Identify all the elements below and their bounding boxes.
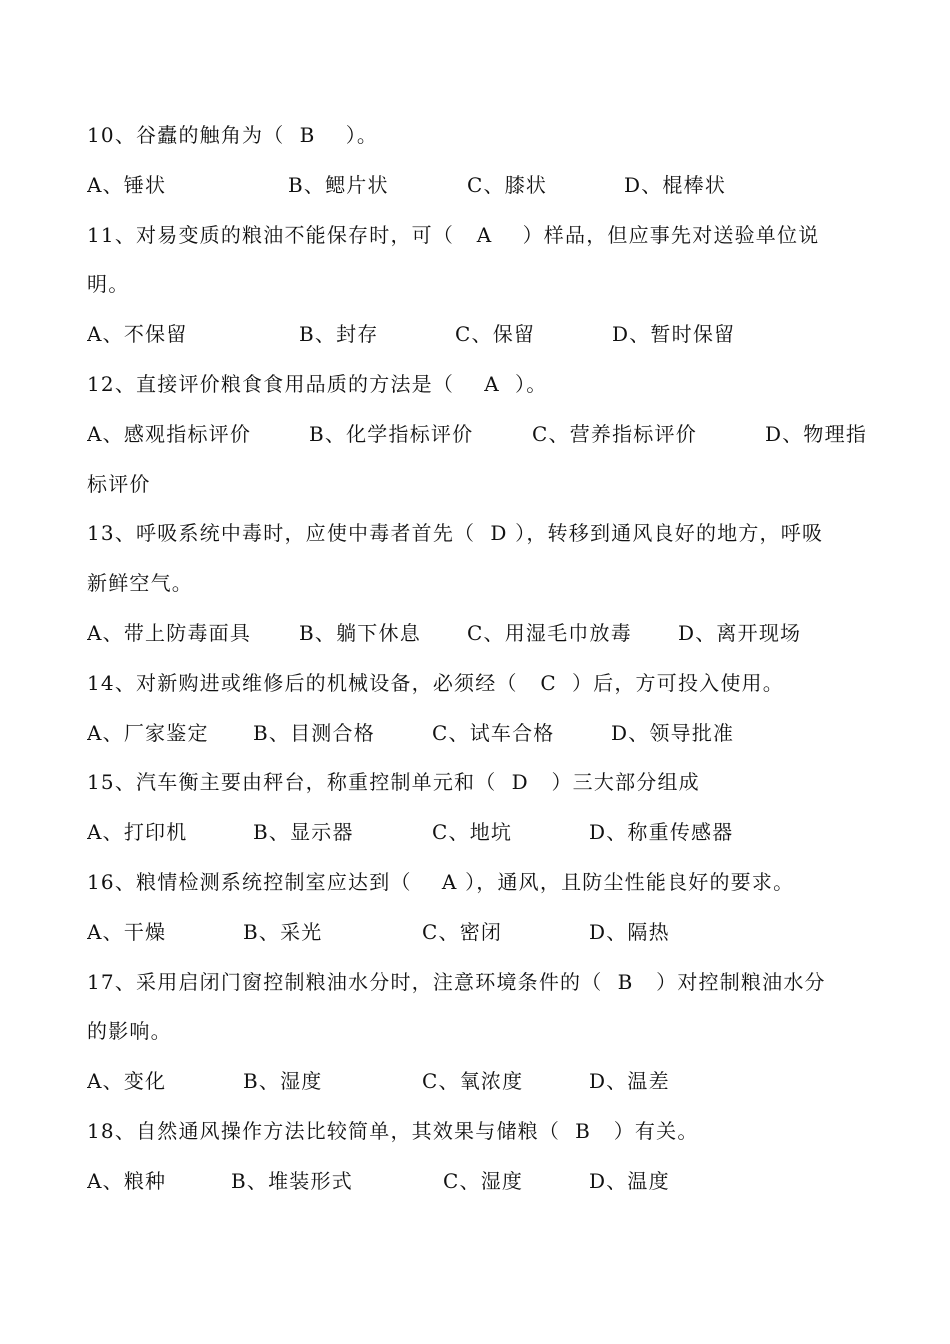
option-b: B、目测合格 <box>253 720 375 745</box>
option-a: A、不保留 <box>87 322 188 347</box>
options-14 <box>87 709 872 759</box>
question-12: 12、直接评价粮食食用品质的方法是（ A ）。 <box>87 371 548 396</box>
options-12-cont: 标评价 <box>87 471 151 496</box>
option-c: C、保留 <box>455 322 536 347</box>
option-d: D、物理指 <box>765 421 868 446</box>
option-b: B、采光 <box>243 919 323 944</box>
question-17: 17、采用启闭门窗控制粮油水分时，注意环境条件的（ B ）对控制粮油水分 <box>87 969 826 994</box>
option-c: C、湿度 <box>443 1168 524 1193</box>
question-11-cont: 明。 <box>87 272 130 297</box>
option-a: A、粮种 <box>87 1168 167 1193</box>
option-c: C、试车合格 <box>432 720 555 745</box>
question-15: 15、汽车衡主要由秤台，称重控制单元和（ D ）三大部分组成 <box>87 770 700 795</box>
options-11 <box>87 310 872 360</box>
question-13-cont: 新鲜空气。 <box>87 571 193 596</box>
option-d: D、棍棒状 <box>624 172 727 197</box>
option-d: D、离开现场 <box>678 620 802 645</box>
options-13 <box>87 609 872 659</box>
options-16 <box>87 908 872 958</box>
option-b: B、躺下休息 <box>299 620 421 645</box>
option-b: B、显示器 <box>253 820 354 845</box>
option-a: A、带上防毒面具 <box>87 620 252 645</box>
option-d: D、隔热 <box>589 919 670 944</box>
options-17 <box>87 1057 872 1107</box>
option-a: A、干燥 <box>87 919 167 944</box>
options-15 <box>87 808 872 858</box>
option-a: A、打印机 <box>87 820 188 845</box>
option-c: C、用湿毛巾放毒 <box>467 620 632 645</box>
question-11: 11、对易变质的粮油不能保存时，可（ A ）样品，但应事先对送验单位说 <box>87 222 820 247</box>
option-d: D、称重传感器 <box>589 820 734 845</box>
option-c: C、地坑 <box>432 820 513 845</box>
question-13: 13、呼吸系统中毒时，应使中毒者首先（ D ），转移到通风良好的地方，呼吸 <box>87 521 824 546</box>
question-14: 14、对新购进或维修后的机械设备，必须经（ C ）后，方可投入使用。 <box>87 670 784 695</box>
options-10 <box>87 161 872 211</box>
option-a: A、锤状 <box>87 172 167 197</box>
options-12 <box>87 410 872 460</box>
option-a: A、感观指标评价 <box>87 421 252 446</box>
question-10: 10、谷蠹的触角为（ B ）。 <box>87 123 379 147</box>
option-c: C、膝状 <box>467 172 548 197</box>
option-c: C、氧浓度 <box>422 1069 524 1094</box>
question-17-cont: 的影响。 <box>87 1019 172 1044</box>
option-d: D、温差 <box>589 1069 670 1094</box>
option-d: D、温度 <box>589 1168 670 1193</box>
option-b: B、化学指标评价 <box>309 421 474 446</box>
option-c: C、营养指标评价 <box>532 421 697 446</box>
option-b: B、堆装形式 <box>231 1168 353 1193</box>
option-c: C、密闭 <box>422 919 503 944</box>
exam-page <box>87 111 872 1207</box>
question-16: 16、粮情检测系统控制室应达到（ A ），通风，且防尘性能良好的要求。 <box>87 869 795 894</box>
option-d: D、暂时保留 <box>612 322 736 347</box>
options-18 <box>87 1157 872 1207</box>
option-d: D、领导批准 <box>611 720 735 745</box>
question-18: 18、自然通风操作方法比较简单，其效果与储粮（ B ）有关。 <box>87 1118 699 1143</box>
option-b: B、湿度 <box>243 1069 323 1094</box>
option-a: A、变化 <box>87 1069 167 1094</box>
option-a: A、厂家鉴定 <box>87 720 209 745</box>
option-b: B、封存 <box>299 322 379 347</box>
option-b: B、鳃片状 <box>288 172 389 197</box>
